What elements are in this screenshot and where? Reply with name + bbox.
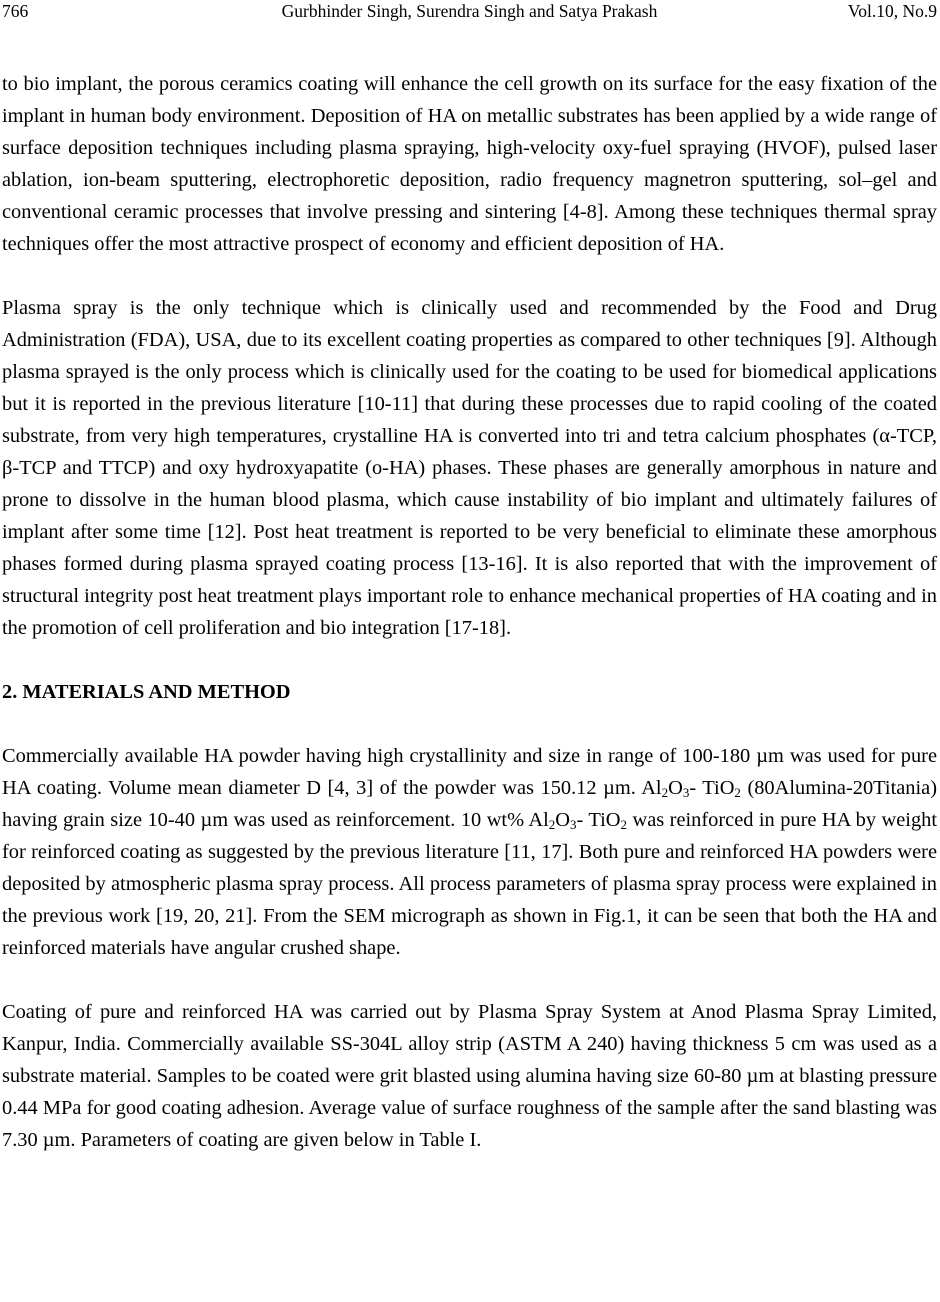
text-run: - TiO [576, 809, 621, 831]
section-heading-materials-method: 2. MATERIALS AND METHOD [2, 681, 291, 703]
text-run: O [555, 809, 571, 831]
subscript: 3 [682, 785, 690, 800]
paragraph-coating-process: Coating of pure and reinforced HA was carried out by Plasma Spray System at Anod Plasma Spray Limited, Kanpur, India. Commercially available SS-304L alloy strip (ASTM A 240) having thickness 5 cm was used as a substrate material. Samples to be coated were grit blasted using alumina having size 60-80 µm at blasting pressure 0.44 MPa for good coating adhesion. Average value of surface roughness of the sample after the sand blasting was 7.30 µm. Parameters of coating are given below in Table I. [2, 1001, 937, 1151]
header-authors: Gurbhinder Singh, Surendra Singh and Satya Prakash [281, 1, 658, 21]
subscript: 2 [548, 817, 556, 832]
running-header [2, 0, 937, 22]
page-number: 766 [2, 1, 29, 21]
text-run: Commercially available HA powder having high crystallinity and size in range of 100-180 µm was used for pure HA coating. Volume mean diameter D [4, 3] of the powder was 150.12 µm. Al [2, 745, 937, 799]
text-run: O [668, 777, 683, 799]
subscript: 2 [661, 785, 669, 800]
paragraph-plasma-spray: Plasma spray is the only technique which is clinically used and recommended by the Food and Drug Administration (FDA), USA, due to its excellent coating properties as compared to other techniques [9]. Although plasma sprayed is the only process which is clinically used for the coating to be used for biomedical applications but it is reported in the previous literature [10-11] that during these processes due to rapid cooling of the coated substrate, from very high temperatures, crystalline HA is converted into tri and tetra calcium phosphates (α-TCP, β-TCP and TTCP) and oxy hydroxyapatite (o-HA) phases. These phases are generally amorphous in nature and prone to dissolve in the human blood plasma, which cause instability of bio implant and ultimately failures of implant after some time [12]. Post heat treatment is reported to be very beneficial to eliminate these amorphous phases formed during plasma sprayed coating process [13-16]. It is also reported that with the improvement of structural integrity post heat treatment plays important role to enhance mechanical properties of HA coating and in the promotion of cell proliferation and bio integration [17-18]. [2, 297, 937, 639]
text-run: (80Alumina-20Titania) having grain size 10-40 µm was used as reinforcement. 10 wt% Al [2, 777, 937, 831]
text-run: was reinforced in pure HA by weight for reinforced coating as suggested by the previous literature [11, 17]. Both pure and reinforced HA powders were deposited by atmospheric plasma spray process. All process parameters of plasma spray process were explained in the previous work [19, 20, 21]. From the SEM micrograph as shown in Fig.1, it can be seen that both the HA and reinforced materials have angular crushed shape. [2, 809, 937, 959]
article-body [2, 68, 937, 1188]
subscript: 2 [734, 785, 741, 800]
paragraph-deposition-techniques: to bio implant, the porous ceramics coating will enhance the cell growth on its surface for the easy fixation of the implant in human body environment. Deposition of HA on metallic substrates has been applied by a wide range of surface deposition techniques including plasma spraying, high-velocity oxy-fuel spraying (HVOF), pulsed laser ablation, ion-beam sputtering, electrophoretic deposition, radio frequency magnetron sputtering, sol–gel and conventional ceramic processes that involve pressing and sintering [4-8]. Among these techniques thermal spray techniques offer the most attractive prospect of economy and efficient deposition of HA. [2, 73, 937, 255]
paragraph-powder-materials [2, 740, 937, 964]
text-run: - TiO [689, 777, 735, 799]
subscript: 3 [570, 817, 577, 832]
header-volume: Vol.10, No.9 [847, 1, 937, 21]
subscript: 2 [620, 817, 628, 832]
